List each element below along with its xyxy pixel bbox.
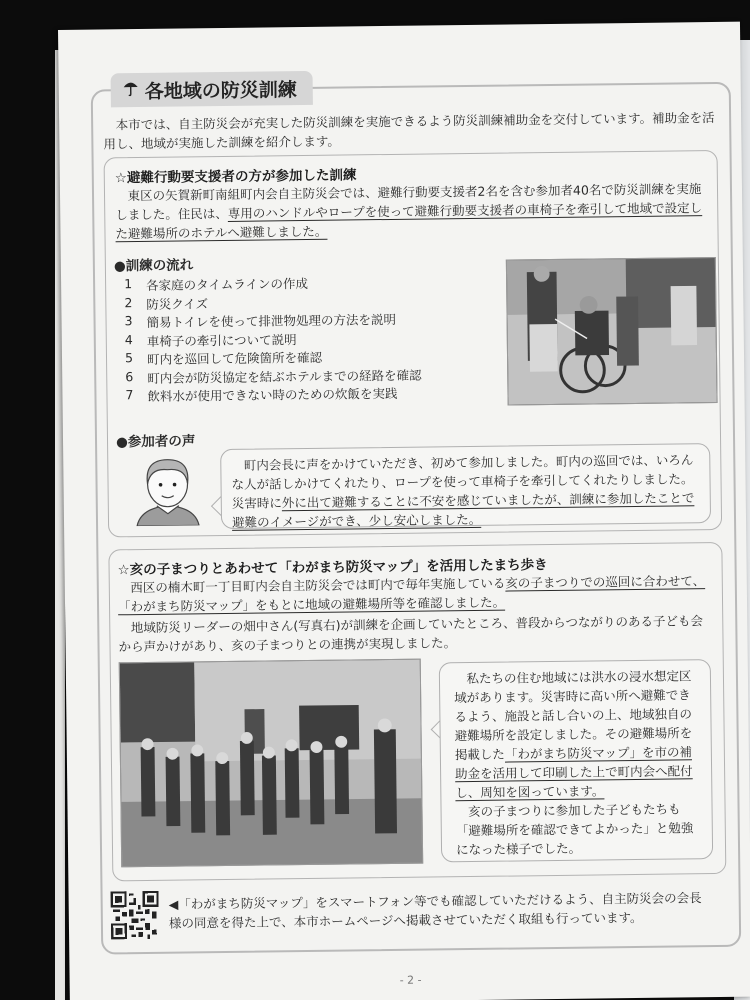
festival-group-photo — [119, 659, 423, 868]
qr-code-icon[interactable] — [111, 891, 160, 944]
article1-body-emphasis: 専用のハンドルやロープを使って避難行動要支援者の車椅子を牽引して地域で設定した避難場所のホテルへ避難しました。 — [115, 200, 703, 242]
newsletter-page — [58, 22, 750, 1000]
section-title: 各地域の防災訓練 — [144, 78, 297, 103]
voice-text-emphasis: 外に出て避難することに不安を感じていましたが、訓練に参加したことで避難のイメージができ、少し安心しました。 — [231, 490, 695, 530]
umbrella-icon — [123, 79, 139, 102]
page-number: - 2 - — [399, 973, 422, 987]
step-number: 3 — [124, 313, 133, 329]
training-steps-list — [122, 273, 422, 406]
article2-body1 — [118, 571, 714, 616]
leader-quote-bubble — [439, 659, 713, 862]
section-header — [111, 71, 313, 107]
participant-voice-text — [231, 450, 700, 532]
article1-body — [115, 179, 708, 243]
section-intro: 本市では、自主防災会が充実した防災訓練を実施できるよう防災訓練補助金を交付しています。補助金を活用し、地域が実施した訓練を紹介します。 — [103, 109, 715, 152]
step-text: 飲料水が使用できない時のための炊飯を実践 — [147, 385, 398, 404]
step-text: 町内を巡回して危険箇所を確認 — [146, 349, 323, 367]
article2-body1-emphasis: 亥の子まつりでの巡回に合わせて、「わがまち防災マップ」をもとに地域の避難場所等を確認しました。 — [117, 573, 706, 615]
leader-quote-text — [454, 666, 698, 802]
step-number: 4 — [124, 331, 133, 347]
participant-avatar-illustration — [130, 453, 205, 530]
leader-quote-text-2: 亥の子まつりに参加した子どもたちも「避難場所を確認できてよかった」と勉強になった様子でした。 — [455, 801, 694, 858]
step-number: 6 — [125, 368, 134, 384]
homepage-map-note: ◀「わがまち防災マップ」をスマートフォン等でも確認していただけるよう、自主防災会の会長様の同意を得た上で、本市ホームページへ掲載させていただく取組も行っています。 — [168, 890, 702, 931]
article1-title: ☆避難行動要支援者の方が参加した訓練 — [114, 167, 357, 187]
article2-body1-text: 西区の楠木町一丁目町内会自主防災会では町内で毎年実施している — [130, 575, 506, 596]
participant-voice-bubble — [220, 443, 711, 529]
voice-heading: ●参加者の声 — [115, 433, 196, 451]
step-text: 簡易トイレを使って排泄物処理の方法を説明 — [146, 311, 397, 330]
article2-title: ☆亥の子まつりとあわせて「わがまち防災マップ」を活用したまち歩き — [117, 557, 548, 579]
list-item — [122, 310, 421, 332]
step-text: 各家庭のタイムラインの作成 — [146, 275, 309, 293]
quote-text-emphasis: 「わがまち防災マップ」を市の補助金を活用して印刷した上で町内会へ配付し、周知を図っています。 — [455, 744, 693, 801]
step-number: 2 — [124, 294, 133, 310]
voice-text: 町内会長に声をかけていただき、初めて参加しました。町内の巡回では、いろんな人が話しかけてくれたり、ロープを使って車椅子を牽引してくれたりしました。災害時に — [231, 452, 694, 511]
step-text: 車椅子の牽引について説明 — [146, 331, 297, 349]
article2-body2: 地域防災リーダーの畑中さん(写真右)が訓練を企画していたところ、普段からつながりのある子ども会から声かけがあり、亥の子まつりとの連携が実現しました。 — [118, 613, 703, 655]
list-item — [123, 384, 422, 406]
quote-text: 私たちの住む地域には洪水の浸水想定区域があります。災害時に高い所へ避難できるよう、施設と話し合いの上、地域独自の避難場所を設定しました。その避難場所を掲載した — [454, 668, 693, 763]
step-text: 防災クイズ — [146, 295, 209, 312]
flow-heading: ●訓練の流れ — [113, 257, 194, 275]
wheelchair-training-photo — [506, 257, 718, 406]
step-number: 7 — [125, 387, 134, 403]
article-festival-walk — [108, 542, 726, 881]
step-number: 5 — [124, 350, 134, 366]
article-wheelchair-training — [104, 150, 723, 537]
step-number: 1 — [124, 276, 133, 292]
step-text: 町内会が防災協定を結ぶホテルまでの経路を確認 — [147, 367, 422, 386]
article1-body-text: 東区の矢賀新町南組町内会自主防災会では、避難行動要支援者2名を含む参加者40名で防災訓練を実施しました。住民は、 — [115, 181, 702, 223]
